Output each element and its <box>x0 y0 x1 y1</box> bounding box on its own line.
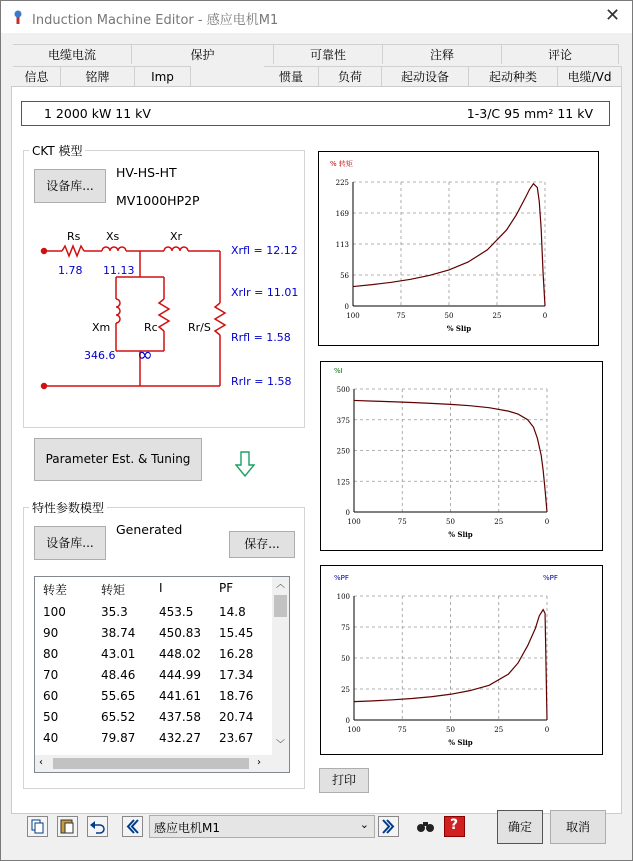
next-icon[interactable] <box>378 816 399 837</box>
table-cell: 448.02 <box>159 647 201 661</box>
x-tick-label: 100 <box>346 312 360 320</box>
table-cell: 50 <box>43 710 59 724</box>
tab-5-row2[interactable]: 惯量 <box>264 66 319 86</box>
table-row[interactable] <box>35 645 271 665</box>
x-tick-label: 75 <box>396 312 406 320</box>
tab-8-row2[interactable]: 起动种类 <box>469 66 558 86</box>
client-area <box>1 33 632 860</box>
column-header: I <box>159 581 163 595</box>
scroll-hthumb[interactable] <box>53 758 249 769</box>
xs-label: Xs <box>106 230 120 243</box>
table-row[interactable] <box>35 729 271 749</box>
undo-icon[interactable] <box>87 816 108 837</box>
rs-value: 1.78 <box>58 264 83 277</box>
rrlr-value: Rrlr = 1.58 <box>231 375 292 388</box>
table-row[interactable] <box>35 687 271 707</box>
copy-icon[interactable] <box>27 816 48 837</box>
y-tick-label: 113 <box>335 241 349 249</box>
x-tick-label: 50 <box>444 312 454 320</box>
ok-button[interactable]: 确定 <box>497 810 543 844</box>
vertical-scrollbar[interactable] <box>272 577 289 755</box>
table-cell: 100 <box>43 605 66 619</box>
y-tick-label: 0 <box>345 717 350 725</box>
tab-1-row1[interactable]: 电缆电流 <box>13 44 132 64</box>
table-row[interactable] <box>35 624 271 644</box>
scroll-up-icon[interactable]: ︿ <box>276 580 286 590</box>
torque-chart-frame <box>318 151 599 346</box>
ckt-model-group <box>23 144 305 428</box>
down-arrow-icon <box>235 451 255 477</box>
tab-7-row2[interactable]: 起动设备 <box>382 66 469 86</box>
xm-value: 346.6 <box>84 349 116 362</box>
tab-5-row1[interactable]: 评论 <box>502 44 619 64</box>
x-tick-label: 100 <box>347 518 361 526</box>
column-header: 转矩 <box>101 583 126 597</box>
table-cell: 60 <box>43 689 59 703</box>
title-bar <box>1 1 632 33</box>
info-bar-left: 1 2000 kW 11 kV <box>44 106 151 121</box>
table-row[interactable] <box>35 708 271 728</box>
parameter-estimation-button[interactable] <box>34 438 202 481</box>
tab-4-row1[interactable]: 注释 <box>383 44 502 64</box>
table-cell: 38.74 <box>101 626 136 640</box>
y-tick-label: 100 <box>336 593 350 601</box>
x-tick-label: 50 <box>446 518 455 526</box>
x-tick-label: 100 <box>347 726 361 734</box>
table-cell: 43.01 <box>101 647 136 661</box>
scroll-thumb[interactable] <box>274 595 287 617</box>
table-cell: 35.3 <box>101 605 128 619</box>
info-bar <box>21 101 610 126</box>
y-tick-label: 75 <box>341 624 350 632</box>
close-icon[interactable]: ✕ <box>605 5 621 26</box>
table-cell: 441.61 <box>159 689 201 703</box>
table-row[interactable] <box>35 666 271 686</box>
generated-label: Generated <box>116 522 183 537</box>
y-tick-label: 56 <box>340 272 349 280</box>
table-cell: 23.67 <box>219 731 254 745</box>
rrfl-value: Rrfl = 1.58 <box>231 331 291 344</box>
tab-1-row2[interactable]: 信息 <box>13 66 61 86</box>
rs-label: Rs <box>67 230 81 243</box>
xr-label: Xr <box>170 230 183 243</box>
current-chart <box>321 362 602 550</box>
machine-app-icon <box>11 9 25 25</box>
parameter-estimation-label: Parameter Est. & Tuning <box>45 452 191 466</box>
y-tick-label: 500 <box>336 386 350 394</box>
y-axis-label: %I <box>334 367 343 375</box>
rc-infinity: ∞ <box>137 344 153 366</box>
y-tick-label: 250 <box>336 447 350 456</box>
pf-chart <box>321 566 602 754</box>
x-tick-label: 75 <box>397 726 407 734</box>
horizontal-scrollbar[interactable] <box>35 755 289 772</box>
tab-2-row1[interactable]: 保护 <box>132 44 274 64</box>
table-cell: 79.87 <box>101 731 136 745</box>
window-title: Induction Machine Editor - 感应电机M1 <box>32 13 279 28</box>
scroll-right-icon[interactable]: › <box>257 757 261 768</box>
characteristic-model-legend: 特性参数模型 <box>29 499 107 516</box>
characteristic-library-button[interactable]: 设备库... <box>34 526 106 560</box>
x-tick-label: 0 <box>544 726 550 734</box>
x-tick-label: 0 <box>542 312 548 320</box>
rrs-label: Rr/S <box>188 321 211 334</box>
binoculars-icon[interactable] <box>416 816 437 837</box>
x-tick-label: 75 <box>397 518 407 526</box>
x-tick-label: 50 <box>446 726 455 734</box>
y-tick-label: 0 <box>344 303 349 311</box>
table-cell: 432.27 <box>159 731 201 745</box>
rc-label: Rc <box>144 321 158 334</box>
chevron-down-icon: ⌄ <box>359 818 369 831</box>
table-cell: 48.46 <box>101 668 136 682</box>
table-cell: 16.28 <box>219 647 254 661</box>
x-tick-label: 25 <box>494 518 504 526</box>
help-icon[interactable]: ? <box>444 816 465 837</box>
y-tick-label: 25 <box>341 686 350 694</box>
table-cell: 14.8 <box>219 605 246 619</box>
info-bar-right: 1-3/C 95 mm² 11 kV <box>466 106 593 121</box>
table-cell: 80 <box>43 647 59 661</box>
table-cell: 437.58 <box>159 710 201 724</box>
table-row[interactable] <box>35 603 271 623</box>
table-cell: 18.76 <box>219 689 254 703</box>
table-cell: 15.45 <box>219 626 254 640</box>
tab-9-row2[interactable]: 电缆/Vd <box>558 66 622 86</box>
tab-3-row2[interactable]: Imp <box>135 66 191 86</box>
table-cell: 20.74 <box>219 710 254 724</box>
ckt-model-name: HV-HS-HT <box>116 165 177 180</box>
scroll-left-icon[interactable]: ‹ <box>39 757 43 768</box>
x-tick-label: 25 <box>494 726 504 734</box>
ckt-model-legend: CKT 模型 <box>29 142 85 159</box>
scroll-down-icon[interactable]: ﹀ <box>276 740 286 750</box>
y2-axis-label: %PF <box>543 574 558 582</box>
torque-chart <box>319 152 598 345</box>
current-chart-frame <box>320 361 603 551</box>
y-tick-label: 50 <box>341 655 350 663</box>
x-tick-label: 25 <box>492 312 502 320</box>
xrfl-value: Xrfl = 12.12 <box>231 244 298 257</box>
y-tick-label: 125 <box>336 478 350 487</box>
table-cell: 453.5 <box>159 605 194 619</box>
xs-value: 11.13 <box>103 264 135 277</box>
characteristic-table <box>34 576 290 773</box>
x-axis-label: % Slip <box>448 738 473 747</box>
x-tick-label: 0 <box>544 518 550 526</box>
column-header: PF <box>219 581 234 595</box>
xrlr-value: Xrlr = 11.01 <box>231 286 299 299</box>
characteristic-model-group <box>23 501 305 789</box>
tab-6-row2[interactable]: 负荷 <box>319 66 382 86</box>
y-tick-label: 225 <box>335 179 349 187</box>
pf-chart-frame <box>320 565 603 755</box>
column-header: 转差 <box>43 583 68 597</box>
equivalent-circuit-diagram <box>24 221 306 421</box>
table-cell: 90 <box>43 626 59 640</box>
table-cell: 17.34 <box>219 668 254 682</box>
table-cell: 450.83 <box>159 626 201 640</box>
tab-2-row2[interactable]: 铭牌 <box>61 66 135 86</box>
table-cell: 40 <box>43 731 59 745</box>
x-axis-label: % Slip <box>448 530 473 539</box>
tab-3-row1[interactable]: 可靠性 <box>274 44 383 64</box>
y-axis-label: % 转矩 <box>330 160 353 168</box>
cancel-button[interactable]: 取消 <box>550 810 606 844</box>
machine-selector[interactable] <box>149 815 375 838</box>
table-cell: 444.99 <box>159 668 201 682</box>
table-cell: 55.65 <box>101 689 136 703</box>
x-axis-label: % Slip <box>446 324 472 333</box>
y-tick-label: 0 <box>345 509 350 517</box>
ckt-library-button[interactable]: 设备库... <box>34 169 106 203</box>
save-button[interactable]: 保存... <box>229 531 295 558</box>
y-axis-label: %PF <box>334 574 349 582</box>
machine-selector-value: 感应电机M1 <box>154 821 220 835</box>
previous-icon[interactable] <box>122 816 143 837</box>
table-cell: 65.52 <box>101 710 136 724</box>
table-cell: 70 <box>43 668 59 682</box>
ckt-model-id: MV1000HP2P <box>116 193 200 208</box>
y-tick-label: 375 <box>336 416 350 425</box>
print-button[interactable]: 打印 <box>319 768 369 793</box>
paste-icon[interactable] <box>57 816 78 837</box>
y-tick-label: 169 <box>335 210 349 218</box>
xm-label: Xm <box>92 321 111 334</box>
